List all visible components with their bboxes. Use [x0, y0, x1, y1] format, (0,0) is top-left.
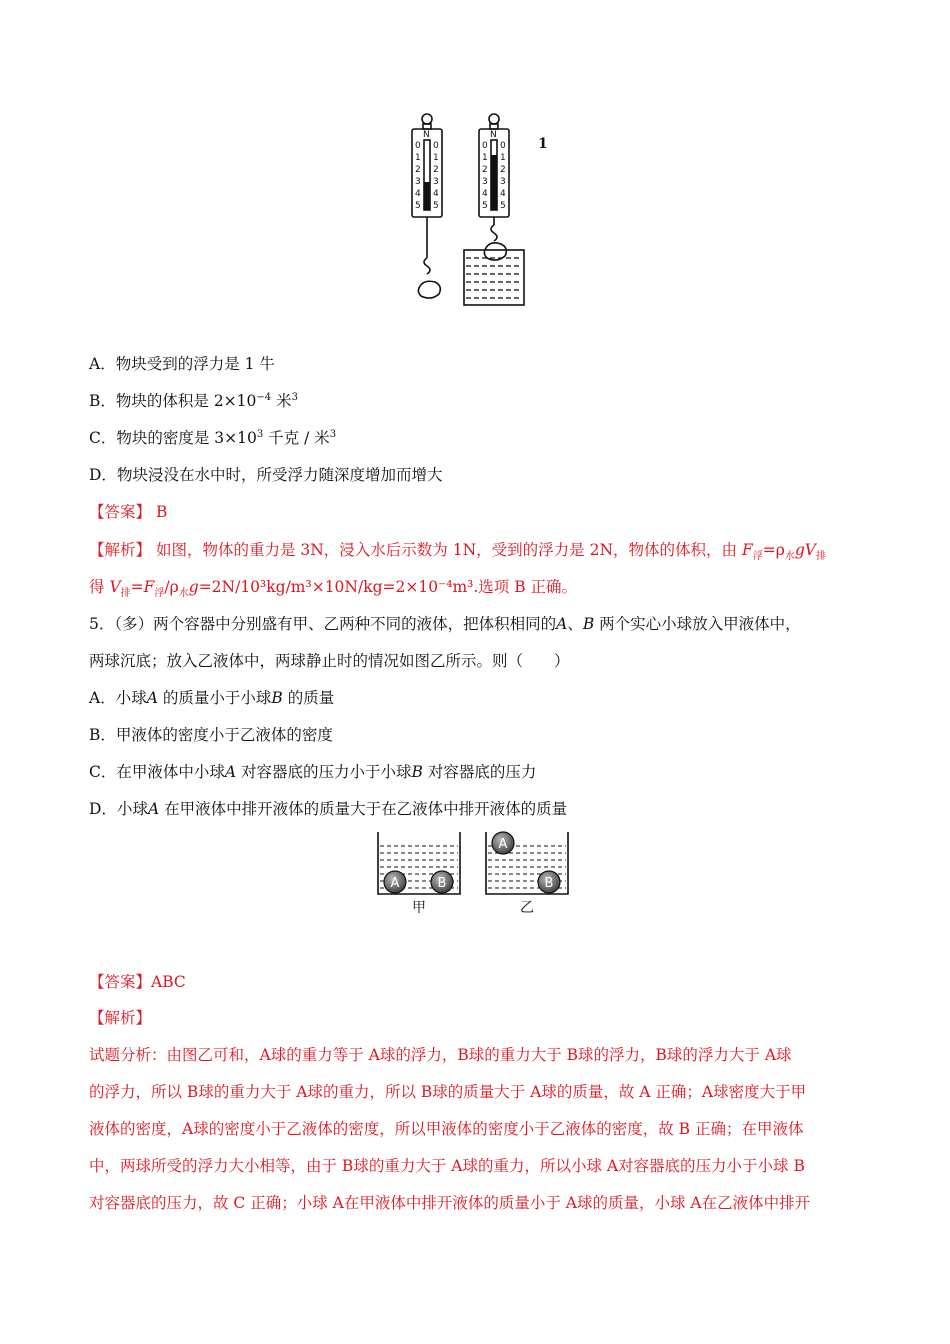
q5-analysis-line: 液体的密度，A球的密度小于乙液体的密度，所以甲液体的密度小于乙液体的密度，故 B 正确；在甲液体 — [89, 1120, 804, 1138]
ball-b-ref: B — [411, 763, 423, 781]
q5-analysis-line: 中，两球所受的浮力大小相等，由于 B球的重力大于 A球的重力，所以小球 A对容器底的压力小于小球 B — [89, 1157, 805, 1175]
svg-text:1: 1 — [482, 153, 488, 163]
svg-text:5: 5 — [482, 201, 488, 211]
ball-a-ref: A — [146, 689, 158, 707]
analysis-text: =2N/10³kg/m³×10N/kg=2×10⁻⁴m³.选项 B 正确。 — [198, 578, 578, 596]
q5-analysis-line: 对容器底的压力，故 C 正确；小球 A在甲液体中排开液体的质量小于 A球的质量，小球 A在乙液体中排开 — [89, 1194, 811, 1212]
svg-text:1: 1 — [433, 153, 439, 163]
svg-text:N: N — [423, 130, 430, 140]
q5-option-b — [89, 725, 333, 745]
q5-stem-line-2: 两球沉底；放入乙液体中，两球静止时的情况如图乙所示。则（ ） — [89, 652, 570, 670]
exponent: 3 — [256, 428, 264, 440]
svg-text:5: 5 — [500, 201, 506, 211]
q5-analysis-line: 的浮力，所以 B球的重力大于 A球的重力，所以 B球的质量大于 A球的质量，故 A 正确；A球密度大于甲 — [89, 1083, 807, 1101]
q4-option-b — [89, 391, 298, 411]
option-text: 的质量小于小球 — [162, 689, 272, 707]
figure-number: 1 — [538, 136, 548, 152]
q5-option-c — [89, 762, 536, 782]
right-spring-scale — [464, 114, 524, 305]
svg-text:3: 3 — [500, 177, 506, 187]
svg-text:4: 4 — [482, 189, 488, 199]
q4-answer — [89, 502, 167, 522]
svg-text:0: 0 — [482, 141, 488, 151]
answer-value: ABC — [151, 973, 186, 991]
svg-text:1: 1 — [415, 153, 421, 163]
option-letter: C． — [89, 429, 117, 447]
option-text: 在甲液体中排开液体的质量大于在乙液体中排开液体的质量 — [164, 800, 568, 818]
ball-label: B — [544, 876, 554, 891]
svg-text:3: 3 — [433, 177, 439, 187]
label-yi: 乙 — [520, 900, 534, 916]
option-text: 甲液体的密度小于乙液体的密度 — [115, 726, 333, 744]
svg-text:2: 2 — [433, 165, 439, 175]
svg-text:3: 3 — [415, 177, 421, 187]
svg-text:0: 0 — [415, 141, 421, 151]
q4-analysis-line-1: 【解析】 如图，物体的重力是 3N，浸入水后示数为 1N，受到的浮力是 2N，物体的体积，由 $F_浮=\rho_水gV_排$ — [89, 541, 826, 563]
option-letter: B． — [89, 392, 116, 410]
exponent: 3 — [329, 428, 337, 440]
stem-text: 两个实心小球放入甲液体中， — [599, 615, 801, 633]
option-text: 对容器底的压力小于小球 — [241, 763, 412, 781]
svg-text:4: 4 — [433, 189, 439, 199]
option-tail: 米 — [271, 392, 292, 410]
option-letter: A． — [89, 355, 116, 373]
svg-text:4: 4 — [415, 189, 421, 199]
option-letter: D． — [89, 800, 117, 818]
q5-analysis-line: 试题分析：由图乙可和，A球的重力等于 A球的浮力，B球的重力大于 B球的浮力，B球的浮力大于 A球 — [89, 1046, 792, 1064]
option-text: 小球 — [115, 689, 147, 707]
svg-text:2: 2 — [500, 165, 506, 175]
option-text: 小球 — [116, 800, 148, 818]
answer-value: B — [155, 503, 168, 521]
svg-text:2: 2 — [482, 165, 488, 175]
q4-option-d — [89, 465, 442, 485]
option-letter: D． — [89, 466, 117, 484]
option-text: 物块的体积是 2×10 — [115, 392, 257, 410]
ball-b-ref: B — [271, 689, 283, 707]
svg-text:N: N — [490, 130, 497, 140]
answer-label: 【答案】 — [89, 973, 152, 991]
q5-analysis-label: 【解析】 — [89, 1009, 152, 1027]
q5-option-a — [89, 688, 334, 708]
q4-option-c — [89, 428, 336, 448]
svg-text:1: 1 — [500, 153, 506, 163]
option-text: 物块受到的浮力是 1 牛 — [115, 355, 275, 373]
option-letter: A． — [89, 689, 116, 707]
q4-option-a — [89, 354, 275, 374]
svg-text:0: 0 — [433, 141, 439, 151]
svg-text:0: 0 — [500, 141, 506, 151]
analysis-text: 如图，物体的重力是 3N，浸入水后示数为 1N，受到的浮力是 2N，物体的体积，由 — [155, 541, 742, 559]
label-jia: 甲 — [412, 900, 426, 916]
option-letter: B． — [89, 726, 116, 744]
svg-text:5: 5 — [433, 201, 439, 211]
ball-label: B — [437, 876, 447, 891]
answer-label: 【答案】 — [89, 503, 152, 521]
svg-text:2: 2 — [415, 165, 421, 175]
ball-a-ref: A — [147, 800, 160, 818]
analysis-label: 【解析】 — [89, 541, 152, 559]
containers-figure — [372, 828, 582, 916]
option-letter: C． — [89, 763, 117, 781]
option-tail: 千克 / 米 — [263, 429, 330, 447]
option-text: 的质量 — [287, 689, 335, 707]
ball-a-ref: A — [224, 763, 237, 781]
q4-analysis-line-2: 得 $V_排=F_浮/\rho_水g=2N/10^3kg/m^3\times 10N/kg=2\times 10^{-4}m^3$.选项 B 正确。 — [89, 578, 578, 600]
exponent: 3 — [291, 391, 298, 403]
option-text: 物块的密度是 3×10 — [116, 429, 257, 447]
q5-stem-line-1: 5．（多）两个容器中分别盛有甲、乙两种不同的液体，把体积相同的A、B 两个实心小球放入甲液体中， — [89, 615, 801, 633]
option-text: 在甲液体中小球 — [116, 763, 225, 781]
q5-option-d — [89, 799, 567, 819]
option-text: 物块浸没在水中时，所受浮力随深度增加而增大 — [116, 466, 443, 484]
option-text: 对容器底的压力 — [427, 763, 537, 781]
svg-text:5: 5 — [415, 201, 421, 211]
q5-answer — [89, 972, 186, 992]
exponent: −4 — [256, 391, 272, 403]
ball-label: A — [390, 876, 400, 891]
ball-label: A — [498, 837, 508, 852]
stem-text: 5．（多）两个容器中分别盛有甲、乙两种不同的液体，把体积相同的 — [89, 615, 557, 633]
svg-text:3: 3 — [482, 177, 488, 187]
svg-text:4: 4 — [500, 189, 506, 199]
